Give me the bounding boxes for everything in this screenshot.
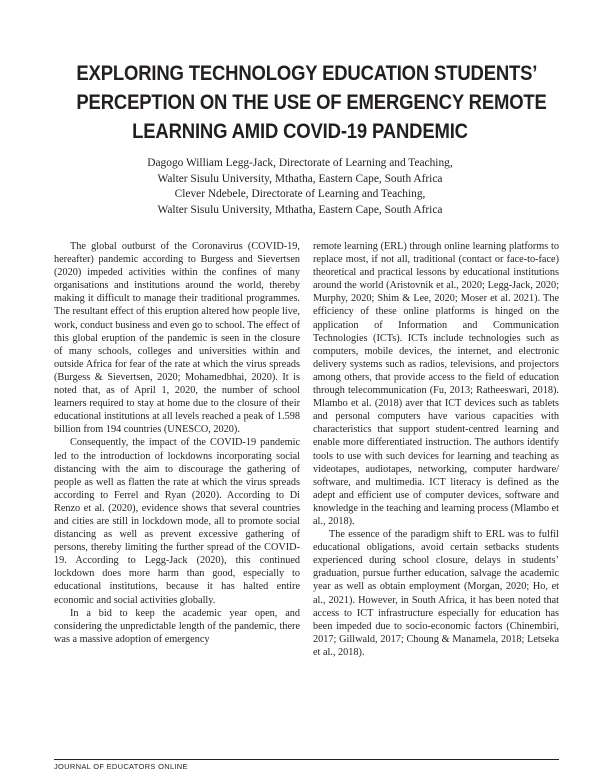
journal-footer: JOURNAL OF EDUCATORS ONLINE xyxy=(54,762,188,771)
paragraph: The global outburst of the Coronavirus (COVID-19, hereafter) pandemic according to Burgess and Sievertsen (2020) impeded activities within the confines of many organisations and institutions around the world, thereby making it difficult to manage their traditional programmes. The resultant effect of this eruption altered how people live, work, conduct business and even go to school. The effect of this global eruption of the pandemic is seen in the closure of many schools, colleges and universities within and outside Africa for fear of the rate at which the virus spreads (Burgess & Sievertsen, 2020; Mohamedbhai, 2020). It is noted that, as of April 1, 2020, the number of school learners required to stay at home due to the closure of their educational institutions at all levels reached a peak of 1.598 billion from 194 countries (UNESCO, 2020). xyxy=(54,241,300,436)
author-block xyxy=(60,156,540,218)
author-line: Dagogo William Legg-Jack, Directorate of Learning and Teaching, xyxy=(147,157,453,169)
paragraph: Consequently, the impact of the COVID-19 pandemic led to the introduction of lockdowns incorporating social distancing with the aim to discourage the gathering of people as well as flatten the rate at which the virus spreads according to Ferrel and Ryan (2020). According to Di Renzo et al. (2020), evidence shows that several countries and cities are still in lockdown mode, all to promote social distancing as well as prevent excessive gathering of persons, thereby limiting the further spread of the COVID-19. According to Legg-Jack (2020), this continued lockdown does more harm than good, especially to educational institutions, because it has halted entire economic and social activities globally. xyxy=(54,437,300,606)
title-line: LEARNING AMID COVID-19 PANDEMIC xyxy=(132,119,468,143)
author-line: Clever Ndebele, Directorate of Learning and Teaching, xyxy=(174,188,426,200)
paragraph: The essence of the paradigm shift to ERL was to fulfil educational obligations, avoid certain setbacks students experienced during school closure, delays in students’ graduation, pursue further education, salvage the academic year as well as obtain employment (Morgan, 2020; Ho, et al., 2021). However, in South Africa, it has been noted that access to ICT infrastructure especially for education has been impeded due to socio-economic factors (Chinembiri, 2017; Gillwald, 2017; Choung & Manamela, 2018; Letseka et al., 2018). xyxy=(313,529,559,658)
article-title xyxy=(76,59,547,146)
title-line: PERCEPTION ON THE USE OF EMERGENCY REMOTE xyxy=(76,90,547,114)
author-line: Walter Sisulu University, Mthatha, Eastern Cape, South Africa xyxy=(157,172,443,185)
footer-divider xyxy=(54,759,559,760)
paragraph: remote learning (ERL) through online learning platforms to replace most, if not all, traditional (contact or face-to-face) theoretical and practical lessons by educational institutions around the world (Aristovnik et al., 2020; Legg-Jack, 2020; Murphy, 2020; Shim & Lee, 2020; Moser et al. 2021). The efficiency of these online platforms is hinged on the application of Information and Communication Technologies (ICTs). ICTs include technologies such as computers, mobile devices, the internet, and electronic delivery systems such as radios, televisions, and projectors among others, that provide access to the field of education through telecommunication (Fu, 2013; Ratheeswari, 2018). Mlambo et al. (2018) aver that ICT devices such as tablets and personal computers have various capacities with characteristics that support student-centred learning and enable more differentiated instruction. The authors identify tools to use with such devices for learning and teaching as videotapes, audiotapes, networking, computer hardware/ software, and multimedia. ICT literacy is defined as the adept and efficient use of computer devices, software and knowledge in the teaching and learning process (Mlambo et al., 2018). xyxy=(313,241,559,527)
right-column xyxy=(313,240,559,659)
paragraph: In a bid to keep the academic year open, and considering the unpredictable length of the pandemic, there was a massive adoption of emergency xyxy=(54,607,300,645)
author-line: Walter Sisulu University, Mthatha, Eastern Cape, South Africa xyxy=(157,203,443,216)
left-column xyxy=(54,240,300,646)
title-line: EXPLORING TECHNOLOGY EDUCATION STUDENTS’ xyxy=(76,61,538,85)
